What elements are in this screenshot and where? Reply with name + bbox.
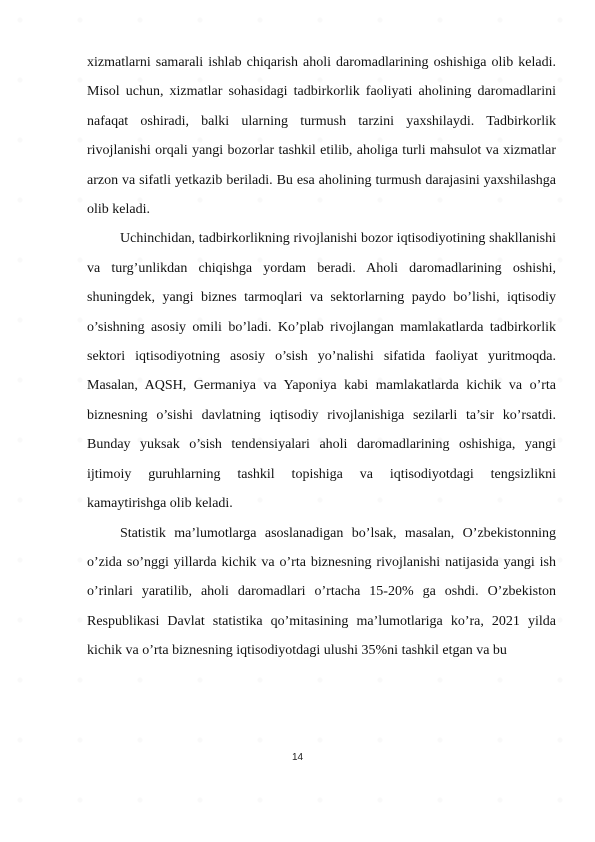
paragraph-1: xizmatlarni samarali ishlab chiqarish aholi daromadlarining oshishiga olib keladi. Misol uchun, xizmatlar sohasidagi tadbirkorlik faoliyati aholining daromadlarini nafaqat oshiradi, balki ularning turmush tarzini yaxshilaydi. Tadbirkorlik rivojlanishi orqali yangi bozorlar tashkil etilib, aholiga turli mahsulot va xizmatlar arzon va sifatli yetkazib beriladi. Bu esa aholining turmush darajasini yaxshilashga olib keladi.	[87, 55, 556, 218]
body-text	[87, 48, 556, 666]
paragraph-3: Statistik ma’lumotlarga asoslanadigan bo’lsak, masalan, O’zbekistonning o’zida so’nggi yillarda kichik va o’rta biznesning rivojlanishi natijasida yangi ish o’rinlari yaratilib, aholi daromadlari o’rtacha 15-20% ga oshdi. O’zbekiston Respublikasi Davlat statistika qo’mitasining ma’lumotlariga ko’ra, 2021 yilda kichik va o’rta biznesning iqtisodiyotdagi ulushi 35%ni tashkil etgan va bu	[87, 525, 556, 659]
paragraph-2: Uchinchidan, tadbirkorlikning rivojlanishi bozor iqtisodiyotining shakllanishi va turg’unlikdan chiqishga yordam beradi. Aholi daromadlarining oshishi, shuningdek, yangi biznes tarmoqlari va sektorlarning paydo bo’lishi, iqtisodiy o’sishning asosiy omili bo’ladi. Ko’plab rivojlangan mamlakatlarda tadbirkorlik sektori iqtisodiyotning asosiy o’sish yo’nalishi sifatida faoliyat yuritmoqda. Masalan, AQSH, Germaniya va Yaponiya kabi mamlakatlarda kichik va o’rta biznesning o’sishi davlatning iqtisodiy rivojlanishiga sezilarli ta’sir ko’rsatdi. Bunday yuksak o’sish tendensiyalari aholi daromadlarining oshishiga, yangi ijtimoiy guruhlarning tashkil topishiga va iqtisodiyotdagi tengsizlikni kamaytirishga olib keladi.	[87, 231, 556, 512]
page-number: 14	[291, 752, 304, 763]
